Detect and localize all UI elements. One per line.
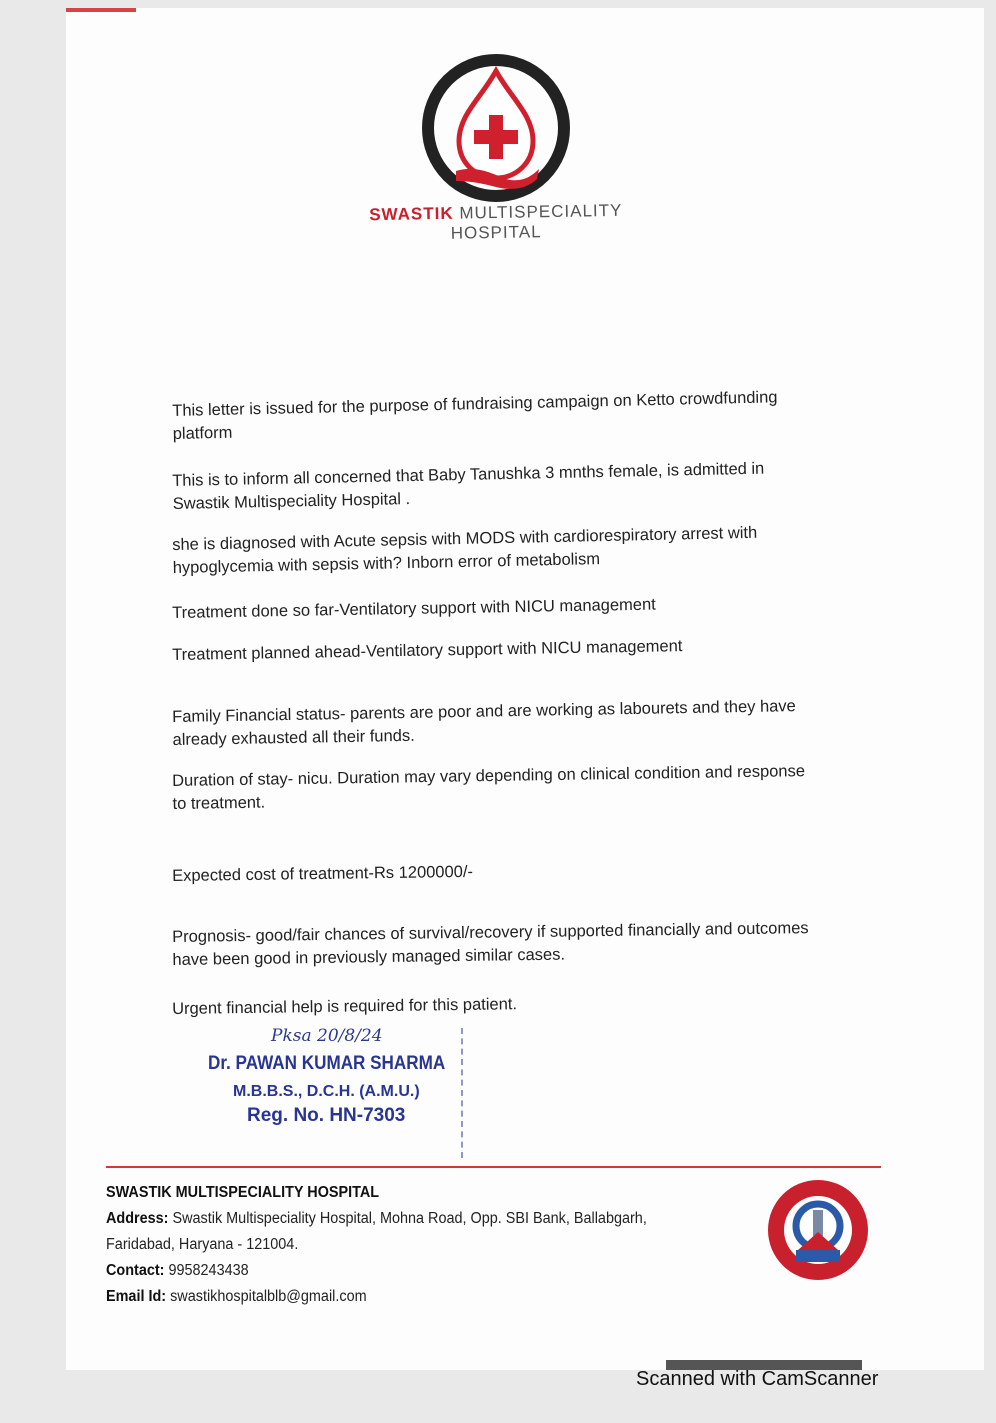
footer-contact-block	[106, 1180, 647, 1310]
doctor-degrees: M.B.B.S., D.C.H. (A.M.U.)	[233, 1083, 420, 1100]
address-line2: Faridabad, Haryana - 121004.	[106, 1236, 299, 1253]
paragraph-prognosis: Prognosis- good/fair chances of survival/recovery if supported financially and outcomes have been good in previously managed similar cases.	[172, 919, 809, 969]
camscanner-watermark: Scanned with CamScanner	[636, 1368, 879, 1390]
paragraph-duration: Duration of stay- nicu. Duration may vary depending on clinical condition and response to treatment.	[172, 762, 806, 813]
paragraph-financial-status: Family Financial status- parents are poor and are working as labourets and they have already exhausted all their funds.	[172, 697, 796, 749]
hospital-name-header	[336, 200, 657, 246]
contact-label: Contact:	[106, 1262, 165, 1279]
paragraph-urgent-help: Urgent financial help is required for this patient.	[172, 995, 518, 1018]
hospital-name-rest: MULTISPECIALITY HOSPITAL	[450, 200, 623, 243]
address-label: Address:	[106, 1210, 169, 1227]
letter-sheet	[66, 8, 984, 1370]
email-address: swastikhospitalblb@gmail.com	[170, 1288, 367, 1305]
footer-title: SWASTIK MULTISPECIALITY HOSPITAL	[106, 1184, 380, 1201]
nabh-accreditation-badge	[766, 1168, 870, 1298]
handwritten-signature-date: Pksa 20/8/24	[271, 1026, 383, 1046]
top-edge-mark	[66, 8, 136, 12]
paragraph-diagnosis: she is diagnosed with Acute sepsis with MODS with cardiorespiratory arrest with hypoglycemia with sepsis with? Inborn error of metabolism	[172, 523, 758, 577]
paragraph-expected-cost: Expected cost of treatment-Rs 1200000/-	[172, 862, 474, 885]
paragraph-treatment-planned: Treatment planned ahead-Ventilatory support with NICU management	[172, 637, 683, 664]
address-line1: Swastik Multispeciality Hospital, Mohna Road, Opp. SBI Bank, Ballabgarh,	[172, 1210, 647, 1227]
doctor-name: Dr. PAWAN KUMAR SHARMA	[208, 1053, 446, 1074]
paragraph-admission: This is to inform all concerned that Baby Tanushka 3 mnths female, is admitted in Swastik Multispeciality Hospital .	[172, 459, 765, 513]
stamp-border	[461, 1028, 465, 1158]
paragraph-purpose: This letter is issued for the purpose of fundraising campaign on Ketto crowdfunding platform	[172, 388, 778, 443]
footer-divider	[106, 1166, 881, 1168]
hospital-logo	[421, 53, 571, 203]
hospital-name-swastik: SWASTIK	[369, 203, 454, 225]
doctor-registration: Reg. No. HN-7303	[247, 1105, 406, 1126]
paragraph-treatment-done: Treatment done so far-Ventilatory support with NICU management	[172, 595, 656, 622]
email-label: Email Id:	[106, 1288, 167, 1305]
contact-number: 9958243438	[168, 1262, 249, 1279]
